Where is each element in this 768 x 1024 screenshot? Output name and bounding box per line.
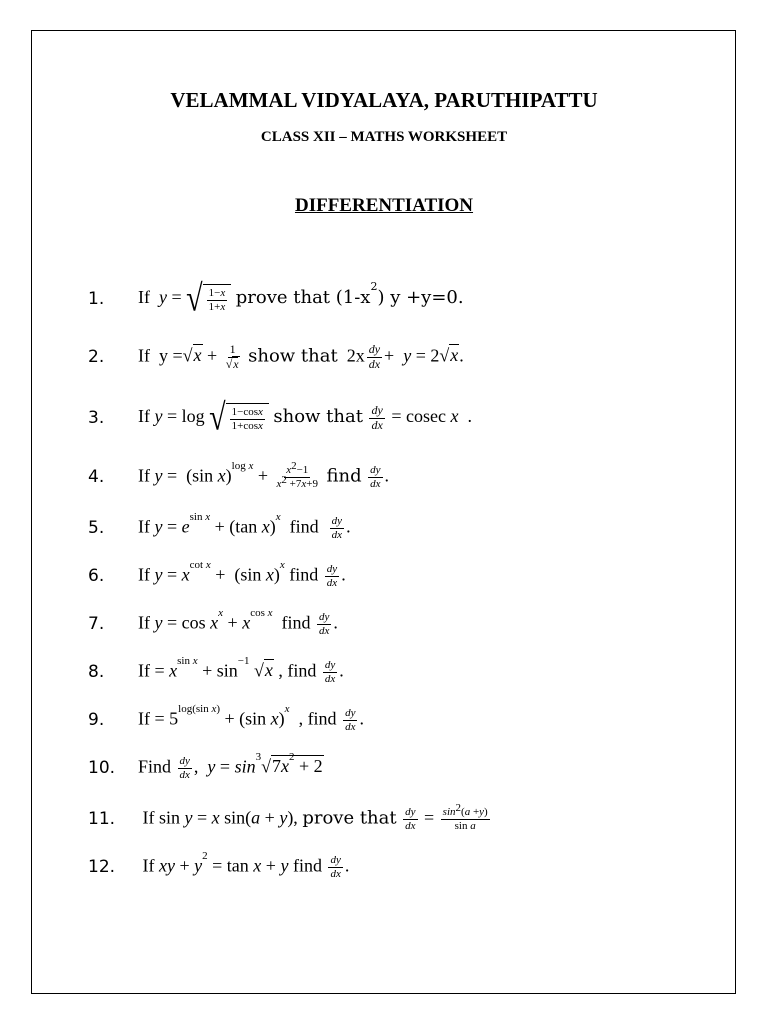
question-number: 8. [88, 662, 105, 682]
question-text: If xy + $y^2 = \tan x + y$ find $\frac{dy}{dx}$ . [138, 849, 350, 880]
question-11 [88, 799, 492, 839]
question-number: 6. [88, 566, 105, 586]
question-number: 11. [88, 809, 116, 829]
question-12 [88, 847, 349, 887]
question-10 [88, 748, 324, 788]
question-text: If y = √ $\frac{1-x}{1+x}$ prove that $(1-x^2)$ y +y=0. [138, 277, 464, 319]
question-text: $If = x^{sin x} + \sin^{-1} √x$ , find $\frac{dy}{dx}$ . [138, 654, 344, 685]
question-6 [88, 556, 346, 596]
question-5 [88, 508, 351, 548]
question-number: 7. [88, 614, 105, 634]
question-number: 3. [88, 408, 105, 428]
school-name: VELAMMAL VIDYALAYA, PARUTHIPATTU [170, 88, 598, 112]
question-number: 9. [88, 710, 105, 730]
question-8 [88, 652, 344, 692]
question-9 [88, 700, 364, 740]
question-number: 12. [88, 857, 116, 877]
question-text: If sin y = x sin(a + y), prove that $\frac{dy}{dx}$ = $\frac{\sin^2(a +y)}{\text{sin a}}$ [138, 801, 488, 832]
question-number: 5. [88, 518, 105, 538]
question-1 [88, 279, 464, 319]
question-7 [88, 604, 338, 644]
question-text: If $y = \cos x^x + x^{cos x}$ find $\frac{dy}{dx}$ . [138, 606, 338, 637]
question-text: If $y = x^{cot x} + (\sin$ x)$^x$ find $\frac{dy}{dx}$ . [138, 558, 346, 589]
question-text: If $y = e^{sin x} + (\tan$ x)$^x$ find $\frac{dy}{dx}$ . [138, 510, 351, 541]
question-4 [88, 457, 389, 497]
question-number: 1. [88, 289, 105, 309]
question-text: If y =√x + $\frac{1}{√x}$ show that 2x $\frac{dy}{dx}$ + y = 2√x. [138, 341, 464, 371]
topic-heading: DIFFERENTIATION [294, 195, 474, 216]
question-number: 10. [88, 758, 116, 778]
question-number: 4. [88, 467, 105, 487]
question-text: If y = (sin x)$^{log x}$ + $\frac{x^2-1}{x^2 +7x+9}$ find $\frac{dy}{dx}$ . [138, 459, 389, 490]
question-text: Find $\frac{dy}{dx}$ , $y = \sin^3√7x^2 + 2$ [138, 750, 323, 781]
question-text: $If = 5^{log(sin x)} + (\sin$ x)$^x$ , find $\frac{dy}{dx}$ . [138, 702, 364, 733]
question-2 [88, 337, 464, 377]
question-3 [88, 398, 472, 438]
question-number: 2. [88, 347, 105, 367]
question-text: If y = log √ $\frac{1-\cos x}{1+\cos x}$ show that $\frac{dy}{dx}$ = cosec x . [138, 396, 472, 438]
worksheet-title: CLASS XII – MATHS WORKSHEET [260, 129, 508, 145]
